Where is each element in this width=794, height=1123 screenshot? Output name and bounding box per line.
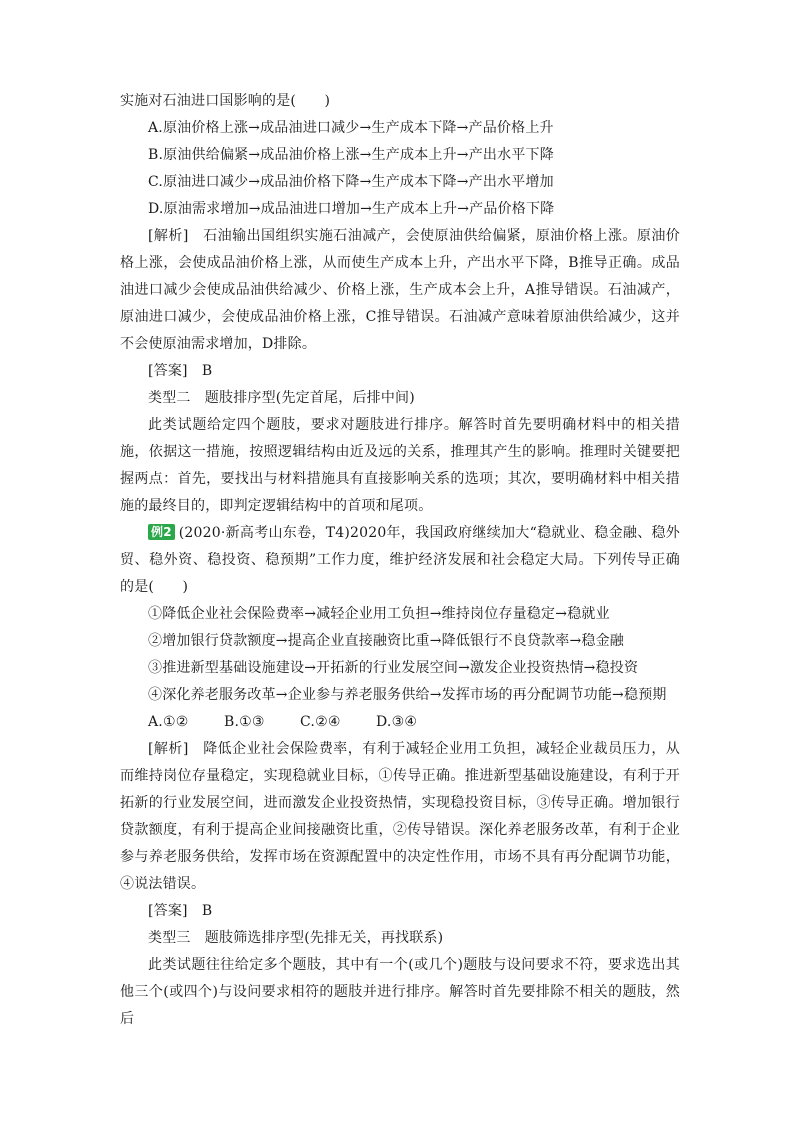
analysis-1: [解析] 石油输出国组织实施石油减产，会使原油供给偏紧，原油价格上涨。原油价格上涨，会使成品油价格上涨，从而使生产成本上升，产出水平下降，B推导正确。成品油进口减少会使成品油供给减少、价格上涨，生产成本会上升，A推导错误。石油减产，原油进口减少，会使成品油价格上涨，C推导错误。石油减产意味着原油供给减少，这并不会使原油需求增加，D排除。 — [120, 228, 680, 352]
example2-stem — [120, 520, 680, 601]
option-b: B.原油供给偏紧→成品油价格上涨→生产成本上升→产出水平下降 — [148, 147, 554, 163]
choice-d: D.③④ — [376, 714, 418, 730]
example2-choices — [120, 709, 680, 736]
type2-heading: 类型二 题肢排序型(先定首尾，后排中间) — [148, 390, 415, 406]
example2-item-3: ③推进新型基础设施建设→开拓新的行业发展空间→激发企业投资热情→稳投资 — [148, 660, 639, 676]
document-page — [120, 88, 680, 1033]
type2-description: 此类试题给定四个题肢，要求对题肢进行排序。解答时首先要明确材料中的相关措施，依据这一措施，按照逻辑结构由近及远的关系，推理其产生的影响。推理时关键要把握两点：首先，要找出与材料措施具有直接影响关系的选项；其次，要明确材料中相关措施的最终目的，即判定逻辑结构中的首项和尾项。 — [120, 417, 680, 514]
type3-description: 此类试题往往给定多个题肢，其中有一个(或几个)题肢与设问要求不符，要求选出其他三个(或四个)与设问要求相符的题肢并进行排序。解答时首先要排除不相关的题肢，然后 — [120, 957, 680, 1027]
question-stem-end: 实施对石油进口国影响的是( ) — [120, 93, 331, 109]
choice-b: B.①③ — [224, 714, 265, 730]
example2-stem-text: (2020·新高考山东卷，T4)2020年，我国政府继续加大“稳就业、稳金融、稳外贸、稳外资、稳投资、稳预期”工作力度，维护经济发展和社会稳定大局。下列传导正确的是( ) — [120, 525, 680, 595]
example2-item-4: ④深化养老服务改革→企业参与养老服务供给→发挥市场的再分配调节功能→稳预期 — [148, 687, 667, 703]
choice-c: C.②④ — [300, 714, 341, 730]
option-d: D.原油需求增加→成品油进口增加→生产成本上升→产品价格下降 — [148, 201, 555, 217]
option-a: A.原油价格上涨→成品油进口减少→生产成本下降→产品价格上升 — [148, 120, 554, 136]
answer-1: [答案] B — [148, 363, 213, 379]
answer-2: [答案] B — [148, 903, 213, 919]
example-badge: 例2 — [148, 524, 175, 540]
example2-item-2: ②增加银行贷款额度→提高企业直接融资比重→降低银行不良贷款率→稳金融 — [148, 633, 624, 649]
type3-heading: 类型三 题肢筛选排序型(先排无关，再找联系) — [148, 930, 444, 946]
choice-a: A.①② — [148, 714, 189, 730]
option-c: C.原油进口减少→成品油价格下降→生产成本下降→产出水平增加 — [148, 174, 554, 190]
analysis-2: [解析] 降低企业社会保险费率，有利于减轻企业用工负担，减轻企业裁员压力，从而维持岗位存量稳定，实现稳就业目标，①传导正确。推进新型基础设施建设，有利于开拓新的行业发展空间，进而激发企业投资热情，实现稳投资目标，③传导正确。增加银行贷款额度，有利于提高企业间接融资比重，②传导错误。深化养老服务改革，有利于企业参与养老服务供给，发挥市场在资源配置中的决定性作用，市场不具有再分配调节功能，④说法错误。 — [120, 741, 680, 892]
example2-item-1: ①降低企业社会保险费率→减轻企业用工负担→维持岗位存量稳定→稳就业 — [148, 606, 610, 622]
